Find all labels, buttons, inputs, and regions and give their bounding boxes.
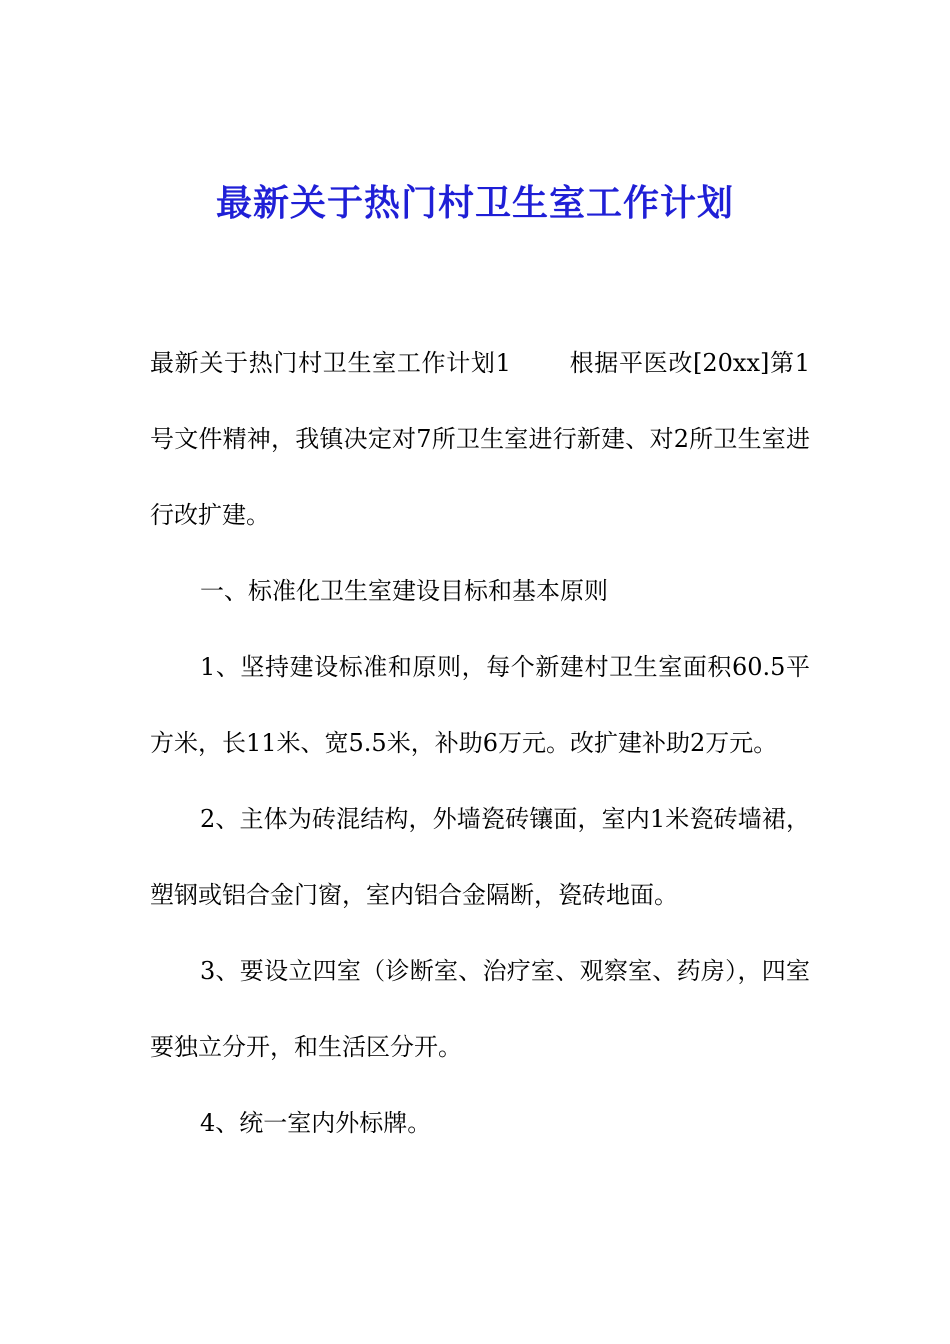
- paragraph-item-1: 1、坚持建设标准和原则，每个新建村卫生室面积60.5平方米，长11米、宽5.5米，补助6万元。改扩建补助2万元。: [150, 653, 810, 757]
- intro-heading: 最新关于热门村卫生室工作计划1: [150, 349, 511, 377]
- document-title: 最新关于热门村卫生室工作计划: [215, 183, 734, 224]
- document-body: [150, 325, 810, 1161]
- intro-paragraph: [150, 325, 810, 553]
- intro-text: 根据平医改[20xx]第1号文件精神，我镇决定对7所卫生室进行新建、对2所卫生室进行改扩建。: [150, 349, 810, 529]
- paragraph-item-2: 2、主体为砖混结构，外墙瓷砖镶面，室内1米瓷砖墙裙，塑钢或铝合金门窗，室内铝合金隔断，瓷砖地面。: [150, 805, 810, 909]
- paragraph-item-3: 3、要设立四室（诊断室、治疗室、观察室、药房），四室要独立分开，和生活区分开。: [150, 957, 810, 1061]
- section-heading: 一、标准化卫生室建设目标和基本原则: [200, 577, 608, 605]
- paragraph-item-4: 4、统一室内外标牌。: [200, 1109, 432, 1137]
